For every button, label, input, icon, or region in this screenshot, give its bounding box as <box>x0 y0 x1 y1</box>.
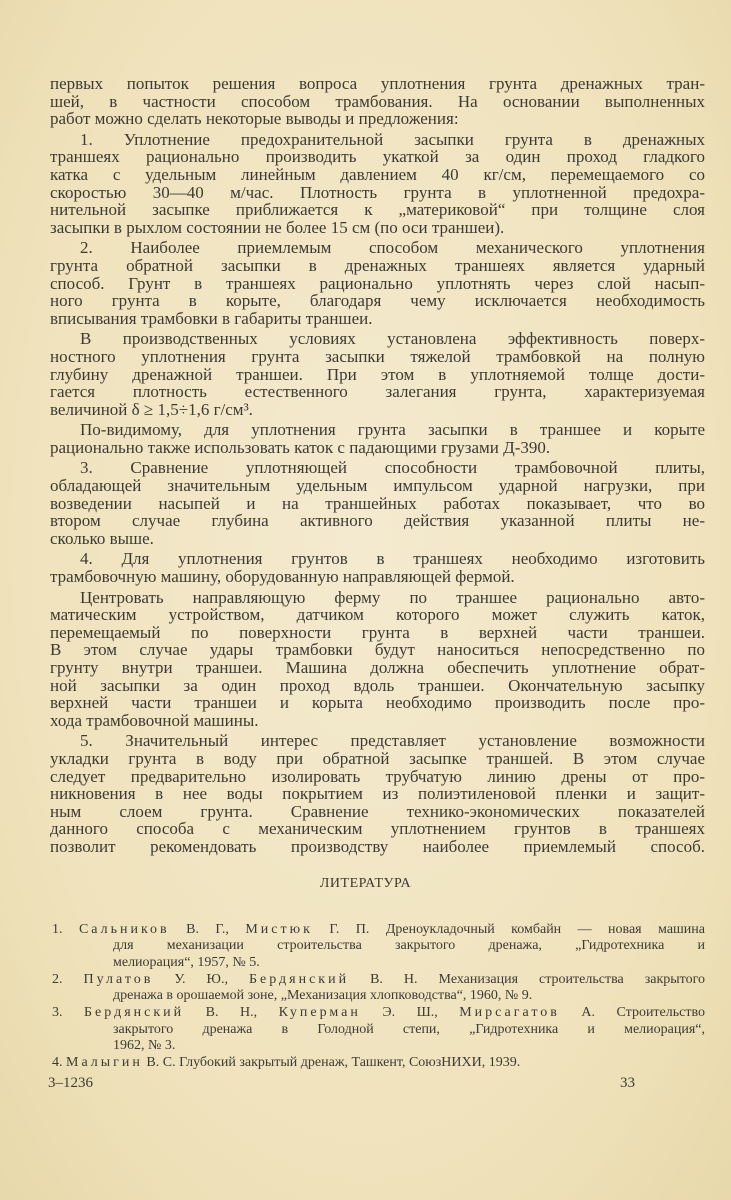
reference-text: В. Н. Механизация строительства закрытого <box>349 971 705 987</box>
reference-line <box>52 972 705 988</box>
text-line: данного способа с механическим уплотнением грунтов в траншеях <box>50 819 705 839</box>
reference-item <box>52 972 705 1005</box>
text-line: работ можно сделать некоторые выводы и предложения: <box>50 109 459 129</box>
text-line: втором случае глубина активного действия указанной плиты не- <box>50 511 705 531</box>
text-line: глубину дренажной траншеи. При этом в уплотняемой толще дости- <box>50 364 705 384</box>
reference-item <box>52 922 705 971</box>
text-line: 1. Уплотнение предохранительной засыпки грунта в дренажных <box>80 129 705 149</box>
text-line: возведении насыпей и на траншейных работах показывает, что во <box>50 493 705 513</box>
paragraph <box>50 589 705 730</box>
reference-author: Бердянский <box>248 971 350 987</box>
reference-text: А. Строительство <box>559 1005 705 1021</box>
paragraph <box>50 732 705 855</box>
text-line: позволит рекомендовать производству наиболее приемлемый способ. <box>50 836 705 856</box>
text-line: траншеях рационально производить укаткой за один проход гладкого <box>50 147 705 167</box>
text-line: 4. Для уплотнения грунтов в траншеях необходимо изготовить <box>80 549 705 569</box>
paragraph <box>50 239 705 327</box>
reference-author: Куперман <box>278 1005 361 1021</box>
reference-item <box>52 1055 705 1071</box>
text-line: В производственных условиях установлена эффективность поверх- <box>80 329 705 349</box>
text-line: сколько выше. <box>50 528 154 548</box>
reference-number: 4. <box>52 1055 63 1071</box>
reference-author: Мирсагатов <box>459 1005 560 1021</box>
text-line: хода трамбовочной машины. <box>50 710 259 730</box>
text-line: 5. Значительный интерес представляет установление возможности <box>80 731 705 751</box>
reference-list <box>52 922 705 1073</box>
reference-text: Г. П. Дреноукладочный комбайн — новая машина <box>312 922 706 937</box>
paragraph <box>50 75 705 128</box>
paragraph <box>50 459 705 547</box>
text-line: грунта обратной засыпки в дренажных траншеях является ударный <box>50 255 705 275</box>
text-line: скоростью 30—40 м/час. Плотность грунта в уплотненной предохра- <box>50 182 705 202</box>
text-line: ностного уплотнения грунта засыпки тяжелой трамбовкой на полную <box>50 346 705 366</box>
text-line: способ. Грунт в траншеях рационально уплотнять через слой насып- <box>50 273 705 293</box>
reference-line: 1962, № 3. <box>113 1038 176 1054</box>
text-line: верхней части траншеи и корыта необходимо производить после про- <box>50 693 705 713</box>
body-text <box>50 75 705 856</box>
reference-text: У. Ю., <box>153 971 249 987</box>
reference-line: закрытого дренажа в Голодной степи, „Гидротехника и мелиорация“, <box>113 1021 705 1037</box>
text-line: обладающей значительным удельным импульсом ударной нагрузки, при <box>50 476 705 496</box>
reference-text: В. Н., <box>184 1005 279 1021</box>
text-line: катка с удельным линейным давлением 40 кг/см, перемещаемого со <box>50 164 705 184</box>
reference-line: дренажа в орошаемой зоне, „Механизация хлопководства“, 1960, № 9. <box>113 988 533 1004</box>
text-line: В этом случае удары трамбовки будут наноситься непосредственно по <box>50 640 705 660</box>
text-line: По-видимому, для уплотнения грунта засыпки в траншее и корыте <box>80 420 705 440</box>
paragraph <box>50 550 705 585</box>
reference-item <box>52 1005 705 1054</box>
text-line: 3. Сравнение уплотняющей способности трамбовочной плиты, <box>80 458 705 478</box>
reference-text: В. Г., <box>169 922 246 937</box>
literature-heading: ЛИТЕРАТУРА <box>319 876 412 891</box>
reference-line <box>52 922 705 938</box>
reference-author: Пулатов <box>83 971 154 987</box>
reference-line <box>52 1005 705 1021</box>
text-line: укладки грунта в воду при обратной засыпке траншей. В этом случае <box>50 748 705 768</box>
text-line: рационально также использовать каток с падающими грузами Д-390. <box>50 437 551 457</box>
text-line: шей, в частности способом трамбования. На основании выполненных <box>50 91 705 111</box>
reference-number: 2. <box>52 971 63 987</box>
text-line: величиной δ ≥ 1,5÷1,6 г/см³. <box>50 399 253 419</box>
reference-text: В. С. Глубокий закрытый дренаж, Ташкент, СоюзНИХИ, 1939. <box>142 1055 521 1071</box>
reference-line <box>52 1055 705 1071</box>
text-line: ного грунта в корыте, благодаря чему исключается необходимость <box>50 291 705 311</box>
text-line: Центровать направляющую ферму по траншее рационально авто- <box>80 587 705 607</box>
reference-number: 1. <box>52 922 63 937</box>
reference-line: мелиорация“, 1957, № 5. <box>113 954 260 970</box>
text-line: 2. Наиболее приемлемым способом механического уплотнения <box>80 238 705 258</box>
reference-number: 3. <box>52 1005 63 1021</box>
text-line: ным слоем грунта. Сравнение технико-экономических показателей <box>50 801 705 821</box>
text-line: матическим устройством, датчиком которого может служить каток, <box>50 605 705 625</box>
paragraph <box>50 421 705 456</box>
text-line: вписывания трамбовки в габариты траншеи. <box>50 308 373 328</box>
text-line: первых попыток решения вопроса уплотнения грунта дренажных тран- <box>50 74 705 93</box>
reference-author: Малыгин <box>66 1055 143 1071</box>
reference-line: для механизации строительства закрытого дренажа, „Гидротехника и <box>113 938 705 954</box>
paragraph <box>50 330 705 418</box>
reference-author: Мистюк <box>245 922 313 937</box>
text-line: перемещаемый по поверхности грунта в верхней части траншеи. <box>50 622 705 642</box>
page-number: 33 <box>620 1075 635 1091</box>
reference-author: Бердянский <box>84 1005 185 1021</box>
reference-text: Э. Ш., <box>360 1005 460 1021</box>
text-line: засыпки в рыхлом состоянии не более 15 см (по оси траншеи). <box>50 217 505 237</box>
text-line: ной засыпки за один проход вдоль траншеи. Окончательную засыпку <box>50 675 705 695</box>
text-line: следует предварительно изолировать трубчатую линию дрены от про- <box>50 766 705 786</box>
text-line: трамбовочную машину, оборудованную направляющей фермой. <box>50 567 515 587</box>
text-line: нительной засыпке приближается к „материковой“ при толщине слоя <box>50 200 705 220</box>
text-line: никновения в нее воды покрытием из полиэтиленовой пленки и защит- <box>50 784 705 804</box>
paragraph <box>50 131 705 237</box>
reference-author: Сальников <box>78 922 170 937</box>
text-line: гается плотность естественного залегания грунта, характеризуемая <box>50 382 705 402</box>
printer-signature: 3–1236 <box>48 1075 93 1091</box>
text-line: грунту внутри траншеи. Машина должна обеспечить уплотнение обрат- <box>50 658 705 677</box>
